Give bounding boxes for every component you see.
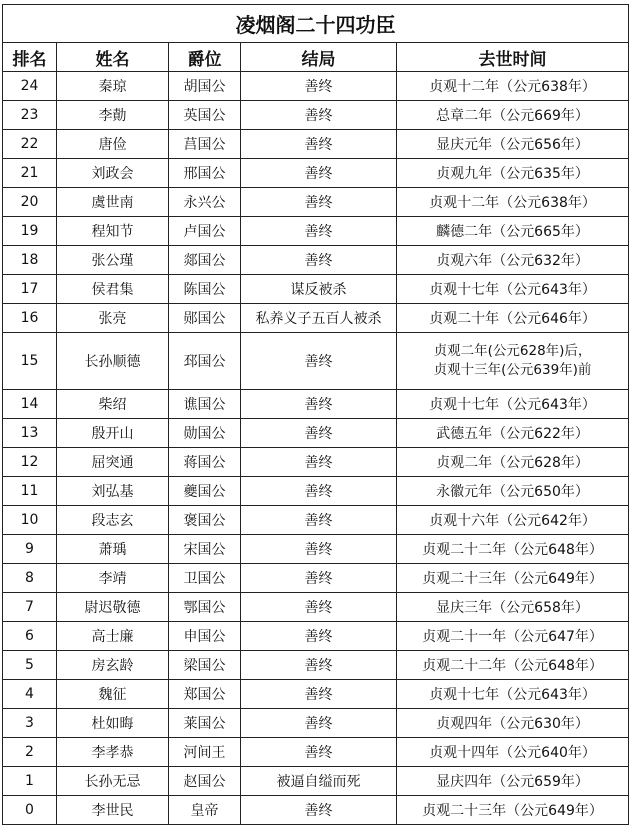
- table-row: [3, 188, 629, 217]
- cell-fate: 善终: [241, 101, 397, 130]
- cell-death: 显庆四年（公元659年）: [397, 767, 629, 796]
- cell-rank: 4: [3, 680, 57, 709]
- cell-name: 李勣: [57, 101, 169, 130]
- cell-death: 贞观二十三年（公元649年）: [397, 564, 629, 593]
- cell-title: 梁国公: [169, 651, 241, 680]
- cell-fate: 善终: [241, 564, 397, 593]
- cell-title: 鄂国公: [169, 593, 241, 622]
- table-row: [3, 709, 629, 738]
- cell-name: 高士廉: [57, 622, 169, 651]
- cell-rank: 18: [3, 246, 57, 275]
- cell-title: 河间王: [169, 738, 241, 767]
- cell-title: 蒋国公: [169, 448, 241, 477]
- cell-death: 显庆三年（公元658年）: [397, 593, 629, 622]
- cell-name: 李靖: [57, 564, 169, 593]
- cell-title: 郧国公: [169, 304, 241, 333]
- cell-death: 贞观二十年（公元646年）: [397, 304, 629, 333]
- cell-death: 贞观二十二年（公元648年）: [397, 535, 629, 564]
- cell-title: 褒国公: [169, 506, 241, 535]
- cell-title: 郯国公: [169, 246, 241, 275]
- cell-name: 房玄龄: [57, 651, 169, 680]
- cell-title: 申国公: [169, 622, 241, 651]
- cell-death: 麟德二年（公元665年）: [397, 217, 629, 246]
- cell-title: 莱国公: [169, 709, 241, 738]
- cell-death: 贞观二十一年（公元647年）: [397, 622, 629, 651]
- header-title: 爵位: [169, 43, 241, 72]
- cell-death: 贞观九年（公元635年）: [397, 159, 629, 188]
- cell-fate: 善终: [241, 419, 397, 448]
- table-row: [3, 448, 629, 477]
- cell-title: 邢国公: [169, 159, 241, 188]
- cell-title: 卫国公: [169, 564, 241, 593]
- header-rank: 排名: [3, 43, 57, 72]
- table-row: [3, 622, 629, 651]
- cell-fate: 善终: [241, 217, 397, 246]
- cell-title: 英国公: [169, 101, 241, 130]
- table-row: [3, 535, 629, 564]
- table-row: [3, 506, 629, 535]
- title-row: [3, 5, 629, 43]
- cell-name: 柴绍: [57, 390, 169, 419]
- cell-name: 张公瑾: [57, 246, 169, 275]
- cell-death: 贞观二年（公元628年）: [397, 448, 629, 477]
- cell-title: 卢国公: [169, 217, 241, 246]
- cell-name: 程知节: [57, 217, 169, 246]
- cell-death: 贞观十七年（公元643年）: [397, 390, 629, 419]
- cell-death: 武德五年（公元622年）: [397, 419, 629, 448]
- cell-name: 刘政会: [57, 159, 169, 188]
- cell-name: 萧瑀: [57, 535, 169, 564]
- cell-rank: 8: [3, 564, 57, 593]
- cell-title: 陈国公: [169, 275, 241, 304]
- cell-rank: 24: [3, 72, 57, 101]
- cell-title: 赵国公: [169, 767, 241, 796]
- cell-name: 尉迟敬德: [57, 593, 169, 622]
- cell-rank: 15: [3, 333, 57, 390]
- cell-name: 刘弘基: [57, 477, 169, 506]
- cell-rank: 5: [3, 651, 57, 680]
- cell-fate: 善终: [241, 535, 397, 564]
- cell-rank: 9: [3, 535, 57, 564]
- cell-rank: 22: [3, 130, 57, 159]
- cell-death: 显庆元年（公元656年）: [397, 130, 629, 159]
- cell-rank: 0: [3, 796, 57, 825]
- cell-name: 唐俭: [57, 130, 169, 159]
- cell-death: 贞观十二年（公元638年）: [397, 188, 629, 217]
- table-row: [3, 275, 629, 304]
- table-row: [3, 419, 629, 448]
- cell-title: 宋国公: [169, 535, 241, 564]
- cell-name: 长孙顺德: [57, 333, 169, 390]
- table-row: [3, 217, 629, 246]
- cell-fate: 善终: [241, 72, 397, 101]
- cell-rank: 17: [3, 275, 57, 304]
- table-row: [3, 333, 629, 390]
- cell-title: 谯国公: [169, 390, 241, 419]
- cell-name: 杜如晦: [57, 709, 169, 738]
- cell-fate: 善终: [241, 188, 397, 217]
- cell-rank: 13: [3, 419, 57, 448]
- cell-title: 皇帝: [169, 796, 241, 825]
- cell-death: 贞观六年（公元632年）: [397, 246, 629, 275]
- cell-rank: 19: [3, 217, 57, 246]
- cell-name: 段志玄: [57, 506, 169, 535]
- cell-death: 贞观二十二年（公元648年）: [397, 651, 629, 680]
- cell-rank: 20: [3, 188, 57, 217]
- cell-fate: 谋反被杀: [241, 275, 397, 304]
- cell-rank: 16: [3, 304, 57, 333]
- table-row: [3, 593, 629, 622]
- table-row: [3, 477, 629, 506]
- cell-rank: 6: [3, 622, 57, 651]
- cell-death: 贞观十二年（公元638年）: [397, 72, 629, 101]
- table-row: [3, 246, 629, 275]
- cell-fate: 被逼自缢而死: [241, 767, 397, 796]
- cell-rank: 7: [3, 593, 57, 622]
- cell-fate: 善终: [241, 333, 397, 390]
- cell-fate: 善终: [241, 593, 397, 622]
- header-name: 姓名: [57, 43, 169, 72]
- cell-name: 长孙无忌: [57, 767, 169, 796]
- cell-rank: 2: [3, 738, 57, 767]
- cell-rank: 3: [3, 709, 57, 738]
- cell-rank: 21: [3, 159, 57, 188]
- table-row: [3, 304, 629, 333]
- cell-fate: 善终: [241, 709, 397, 738]
- cell-name: 魏征: [57, 680, 169, 709]
- heroes-table: [2, 4, 629, 825]
- table-row: [3, 680, 629, 709]
- cell-rank: 14: [3, 390, 57, 419]
- cell-death: 永徽元年（公元650年）: [397, 477, 629, 506]
- cell-name: 李世民: [57, 796, 169, 825]
- death-line-1: 贞观二年(公元628年)后，: [433, 343, 592, 359]
- cell-death: 贞观十七年（公元643年）: [397, 680, 629, 709]
- cell-rank: 23: [3, 101, 57, 130]
- table-title: 凌烟阁二十四功臣: [3, 5, 629, 43]
- cell-title: 永兴公: [169, 188, 241, 217]
- cell-title: 胡国公: [169, 72, 241, 101]
- table-row: [3, 796, 629, 825]
- cell-name: 屈突通: [57, 448, 169, 477]
- cell-rank: 11: [3, 477, 57, 506]
- table-row: [3, 72, 629, 101]
- cell-name: 虞世南: [57, 188, 169, 217]
- table-row: [3, 767, 629, 796]
- cell-fate: 善终: [241, 651, 397, 680]
- cell-title: 邳国公: [169, 333, 241, 390]
- cell-name: 李孝恭: [57, 738, 169, 767]
- cell-death: [397, 333, 629, 390]
- table-row: [3, 101, 629, 130]
- table-row: [3, 651, 629, 680]
- cell-title: 郑国公: [169, 680, 241, 709]
- cell-fate: 善终: [241, 680, 397, 709]
- cell-fate: 善终: [241, 622, 397, 651]
- table-row: [3, 738, 629, 767]
- cell-rank: 1: [3, 767, 57, 796]
- cell-name: 侯君集: [57, 275, 169, 304]
- cell-fate: 善终: [241, 130, 397, 159]
- header-fate: 结局: [241, 43, 397, 72]
- cell-rank: 12: [3, 448, 57, 477]
- cell-death: 贞观四年（公元630年）: [397, 709, 629, 738]
- cell-fate: 善终: [241, 448, 397, 477]
- death-line-2: 贞观十三年(公元639年)前: [433, 362, 592, 378]
- table-row: [3, 130, 629, 159]
- cell-fate: 善终: [241, 477, 397, 506]
- cell-fate: 私养义子五百人被杀: [241, 304, 397, 333]
- cell-title: 莒国公: [169, 130, 241, 159]
- cell-title: 夔国公: [169, 477, 241, 506]
- cell-fate: 善终: [241, 246, 397, 275]
- table-row: [3, 390, 629, 419]
- cell-name: 张亮: [57, 304, 169, 333]
- cell-death: 贞观十七年（公元643年）: [397, 275, 629, 304]
- cell-death: 贞观十六年（公元642年）: [397, 506, 629, 535]
- table-row: [3, 564, 629, 593]
- cell-fate: 善终: [241, 390, 397, 419]
- cell-fate: 善终: [241, 506, 397, 535]
- cell-death: 贞观二十三年（公元649年）: [397, 796, 629, 825]
- table-row: [3, 159, 629, 188]
- cell-name: 殷开山: [57, 419, 169, 448]
- cell-fate: 善终: [241, 159, 397, 188]
- cell-rank: 10: [3, 506, 57, 535]
- cell-title: 勋国公: [169, 419, 241, 448]
- cell-death: 总章二年（公元669年）: [397, 101, 629, 130]
- header-row: [3, 43, 629, 72]
- cell-name: 秦琼: [57, 72, 169, 101]
- cell-fate: 善终: [241, 796, 397, 825]
- header-death: 去世时间: [397, 43, 629, 72]
- cell-death: 贞观十四年（公元640年）: [397, 738, 629, 767]
- cell-fate: 善终: [241, 738, 397, 767]
